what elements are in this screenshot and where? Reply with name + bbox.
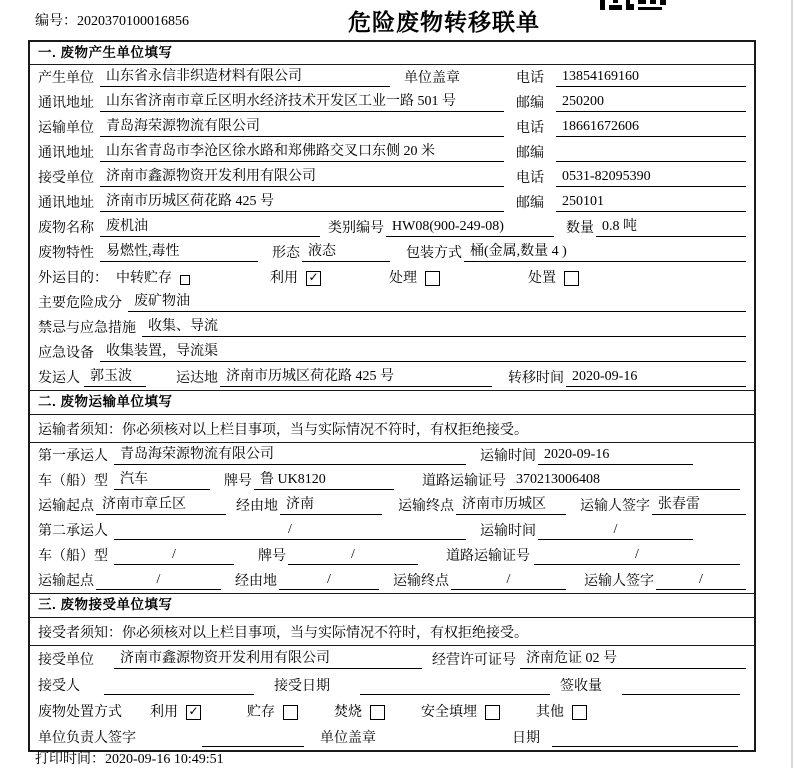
- received-qty-label: 签收量: [560, 679, 602, 694]
- packing-value: 桶(金属,数量 4 ): [464, 244, 746, 262]
- carrier2-time-value: /: [538, 522, 693, 540]
- row-transporter: [30, 115, 754, 140]
- receiver-label: 接受单位: [38, 171, 94, 186]
- plate2-value: /: [288, 547, 418, 565]
- contraindication-value: 收集、导流: [142, 319, 746, 337]
- date-label: 日期: [512, 731, 540, 746]
- via-label: 经由地: [236, 499, 278, 514]
- waste-name-label: 废物名称: [38, 221, 94, 236]
- received-qty-value: [622, 678, 740, 695]
- end2-value: /: [451, 572, 566, 590]
- transporter-label: 运输单位: [38, 121, 94, 136]
- carrier1-time-value: 2020-09-16: [538, 447, 693, 465]
- section2-title: 二. 废物运输单位填写: [30, 390, 754, 415]
- transport-time-label: 运输时间: [480, 524, 536, 539]
- manager-sign-value: [202, 730, 304, 747]
- address-label: 通讯地址: [38, 196, 94, 211]
- row-producer-address: [30, 90, 754, 115]
- qr-code-fragment: [600, 0, 666, 10]
- section1-title: 一. 废物产生单位填写: [30, 42, 754, 65]
- vehicle1-value: 汽车: [114, 472, 210, 490]
- producer-zip-value: 250200: [556, 94, 746, 112]
- vehicle-label: 车（船）型: [38, 474, 108, 489]
- waste-name-value: 废机油: [100, 219, 320, 237]
- row-route2: [30, 568, 754, 593]
- address-label: 通讯地址: [38, 146, 94, 161]
- row-disposal: [30, 698, 754, 724]
- acceptor-label: 接受人: [38, 679, 80, 694]
- treat-label: 处理: [389, 271, 417, 286]
- zip-label: 邮编: [516, 146, 544, 161]
- burn-checkbox: [370, 705, 385, 720]
- carrier2-label: 第二承运人: [38, 524, 108, 539]
- category-label: 类别编号: [328, 221, 384, 236]
- receiver-address-value: 济南市历城区荷花路 425 号: [100, 194, 504, 212]
- use-label: 利用: [270, 271, 298, 286]
- vehicle-label: 车（船）型: [38, 549, 108, 564]
- transfer-storage-checkbox: [180, 275, 190, 285]
- print-time: [35, 748, 224, 768]
- row-vehicle2: [30, 543, 754, 568]
- unit-seal-label: 单位盖章: [404, 71, 460, 86]
- transporter-zip-value: [556, 145, 746, 162]
- row-accept-unit: [30, 646, 754, 672]
- property-value: 易燃性,毒性: [100, 244, 258, 262]
- row-producer: [30, 65, 754, 90]
- phone-label: 电话: [516, 121, 544, 136]
- row-manager-sign: [30, 724, 754, 750]
- property-label: 废物特性: [38, 246, 94, 261]
- other-checkbox: [572, 705, 587, 720]
- end-label: 运输终点: [398, 499, 454, 514]
- origin1-value: 济南市章丘区: [96, 497, 226, 515]
- transporter-phone-value: 18661672606: [556, 119, 746, 137]
- producer-label: 产生单位: [38, 71, 94, 86]
- zip-label: 邮编: [516, 196, 544, 211]
- section3-notice: [30, 618, 754, 646]
- row-main-hazard: [30, 290, 754, 315]
- form-value: 液态: [302, 244, 390, 262]
- row-transporter-address: [30, 140, 754, 165]
- row-consignor: [30, 365, 754, 390]
- road-permit1-value: 370213006408: [510, 472, 740, 490]
- contraindication-label: 禁忌与应急措施: [38, 321, 136, 336]
- producer-phone-value: 13854169160: [556, 69, 746, 87]
- transporter-address-value: 山东省青岛市李沧区徐水路和郑佛路交叉口东侧 20 米: [100, 144, 504, 162]
- section2-notice: [30, 415, 754, 443]
- date-value: [552, 730, 738, 747]
- carrier-sign-label: 运输人签字: [584, 574, 654, 589]
- end1-value: 济南市历城区: [456, 497, 566, 515]
- section3-title: 三. 废物接受单位填写: [30, 593, 754, 618]
- accept-unit-label: 接受单位: [38, 653, 94, 668]
- transfer-storage-label: 中转贮存: [116, 271, 172, 286]
- row-contraindication: [30, 315, 754, 340]
- carrier2-value: /: [114, 522, 466, 540]
- receiver-value: 济南市鑫源物资开发利用有限公司: [100, 169, 504, 187]
- consignor-value: 郭玉波: [84, 369, 146, 387]
- producer-value: 山东省永信非织造材料有限公司: [100, 69, 390, 87]
- dispose-label: 处置: [528, 271, 556, 286]
- use-checkbox: ✓: [186, 705, 201, 720]
- plate-label: 牌号: [258, 549, 286, 564]
- accept-date-label: 接受日期: [274, 679, 330, 694]
- carrier-sign-label: 运输人签字: [580, 499, 650, 514]
- transporter-notice-text: 运输者须知：你必须核对以上栏目事项，当与实际情况不符时，有权拒绝接受。: [38, 422, 528, 438]
- row-route1: [30, 493, 754, 518]
- transport-time-label: 运输时间: [480, 449, 536, 464]
- receiver-zip-value: 250101: [556, 194, 746, 212]
- carrier1-value: 青岛海荣源物流有限公司: [114, 447, 466, 465]
- equipment-label: 应急设备: [38, 346, 94, 361]
- zip-label: 邮编: [516, 96, 544, 111]
- row-receiver-address: [30, 190, 754, 215]
- origin-label: 运输起点: [38, 499, 94, 514]
- permit-value: 济南危证 02 号: [520, 651, 746, 669]
- phone-label: 电话: [516, 171, 544, 186]
- burn-label: 焚烧: [334, 705, 362, 720]
- row-acceptor: [30, 672, 754, 698]
- quantity-label: 数量: [566, 221, 594, 236]
- plate-label: 牌号: [224, 474, 252, 489]
- row-emergency-equipment: [30, 340, 754, 365]
- vehicle2-value: /: [114, 547, 234, 565]
- address-label: 通讯地址: [38, 96, 94, 111]
- receiver-notice-text: 接受者须知：你必须核对以上栏目事项，当与实际情况不符时，有权拒绝接受。: [38, 625, 528, 641]
- origin2-value: /: [96, 572, 221, 590]
- hazard-label: 主要危险成分: [38, 296, 122, 311]
- other-label: 其他: [536, 705, 564, 720]
- road-permit-label: 道路运输证号: [422, 474, 506, 489]
- form-label: 形态: [272, 246, 300, 261]
- row-waste-name: [30, 215, 754, 240]
- consignor-label: 发运人: [38, 371, 80, 386]
- use-checkbox: ✓: [306, 271, 321, 286]
- phone-label: 电话: [516, 71, 544, 86]
- document-number-value: 2020370100016856: [77, 14, 189, 29]
- row-carrier2: [30, 518, 754, 543]
- road-permit-label: 道路运输证号: [446, 549, 530, 564]
- end-label: 运输终点: [393, 574, 449, 589]
- manager-sign-label: 单位负责人签字: [38, 731, 136, 746]
- row-receiver: [30, 165, 754, 190]
- store-label: 贮存: [247, 705, 275, 720]
- transfer-time-label: 转移时间: [508, 371, 564, 386]
- packing-label: 包装方式: [406, 246, 462, 261]
- sign1-value: 张春雷: [652, 497, 746, 515]
- transfer-time-value: 2020-09-16: [566, 369, 746, 387]
- row-vehicle1: [30, 468, 754, 493]
- print-time-value: 2020-09-16 10:49:51: [105, 752, 224, 767]
- via2-value: /: [279, 572, 379, 590]
- row-purpose: [30, 265, 754, 290]
- destination-value: 济南市历城区荷花路 425 号: [220, 369, 492, 387]
- destination-label: 运达地: [176, 371, 218, 386]
- accept-unit-value: 济南市鑫源物资开发利用有限公司: [114, 651, 422, 669]
- page-edge-divider: [791, 0, 793, 768]
- sign2-value: /: [656, 572, 746, 590]
- producer-address-value: 山东省济南市章丘区明水经济技术开发区工业一路 501 号: [100, 94, 504, 112]
- row-carrier1: [30, 443, 754, 468]
- permit-label: 经营许可证号: [432, 653, 516, 668]
- road-permit2-value: /: [534, 547, 740, 565]
- document-number-label: 编号：: [35, 14, 77, 29]
- via-label: 经由地: [235, 574, 277, 589]
- landfill-checkbox: [485, 705, 500, 720]
- via1-value: 济南: [280, 497, 382, 515]
- print-time-label: 打印时间：: [35, 752, 105, 767]
- unit-seal-label: 单位盖章: [320, 731, 376, 746]
- disposal-label: 废物处置方式: [38, 705, 122, 720]
- use-label: 利用: [150, 705, 178, 720]
- equipment-value: 收集装置，导流渠: [100, 344, 746, 362]
- receiver-phone-value: 0531-82095390: [556, 169, 746, 187]
- row-waste-property: [30, 240, 754, 265]
- landfill-label: 安全填埋: [421, 705, 477, 720]
- page-title: 危险废物转移联单: [348, 9, 540, 35]
- store-checkbox: [283, 705, 298, 720]
- category-value: HW08(900-249-08): [386, 219, 554, 237]
- manifest-form: [28, 40, 756, 752]
- hazard-value: 废矿物油: [128, 294, 746, 312]
- purpose-label: 外运目的：: [38, 271, 108, 286]
- plate1-value: 鲁 UK8120: [254, 472, 394, 490]
- carrier1-label: 第一承运人: [38, 449, 108, 464]
- acceptor-value: [104, 678, 254, 695]
- treat-checkbox: [425, 271, 440, 286]
- quantity-value: 0.8 吨: [596, 219, 746, 237]
- transporter-value: 青岛海荣源物流有限公司: [100, 119, 504, 137]
- origin-label: 运输起点: [38, 574, 94, 589]
- accept-date-value: [360, 678, 550, 695]
- dispose-checkbox: [564, 271, 579, 286]
